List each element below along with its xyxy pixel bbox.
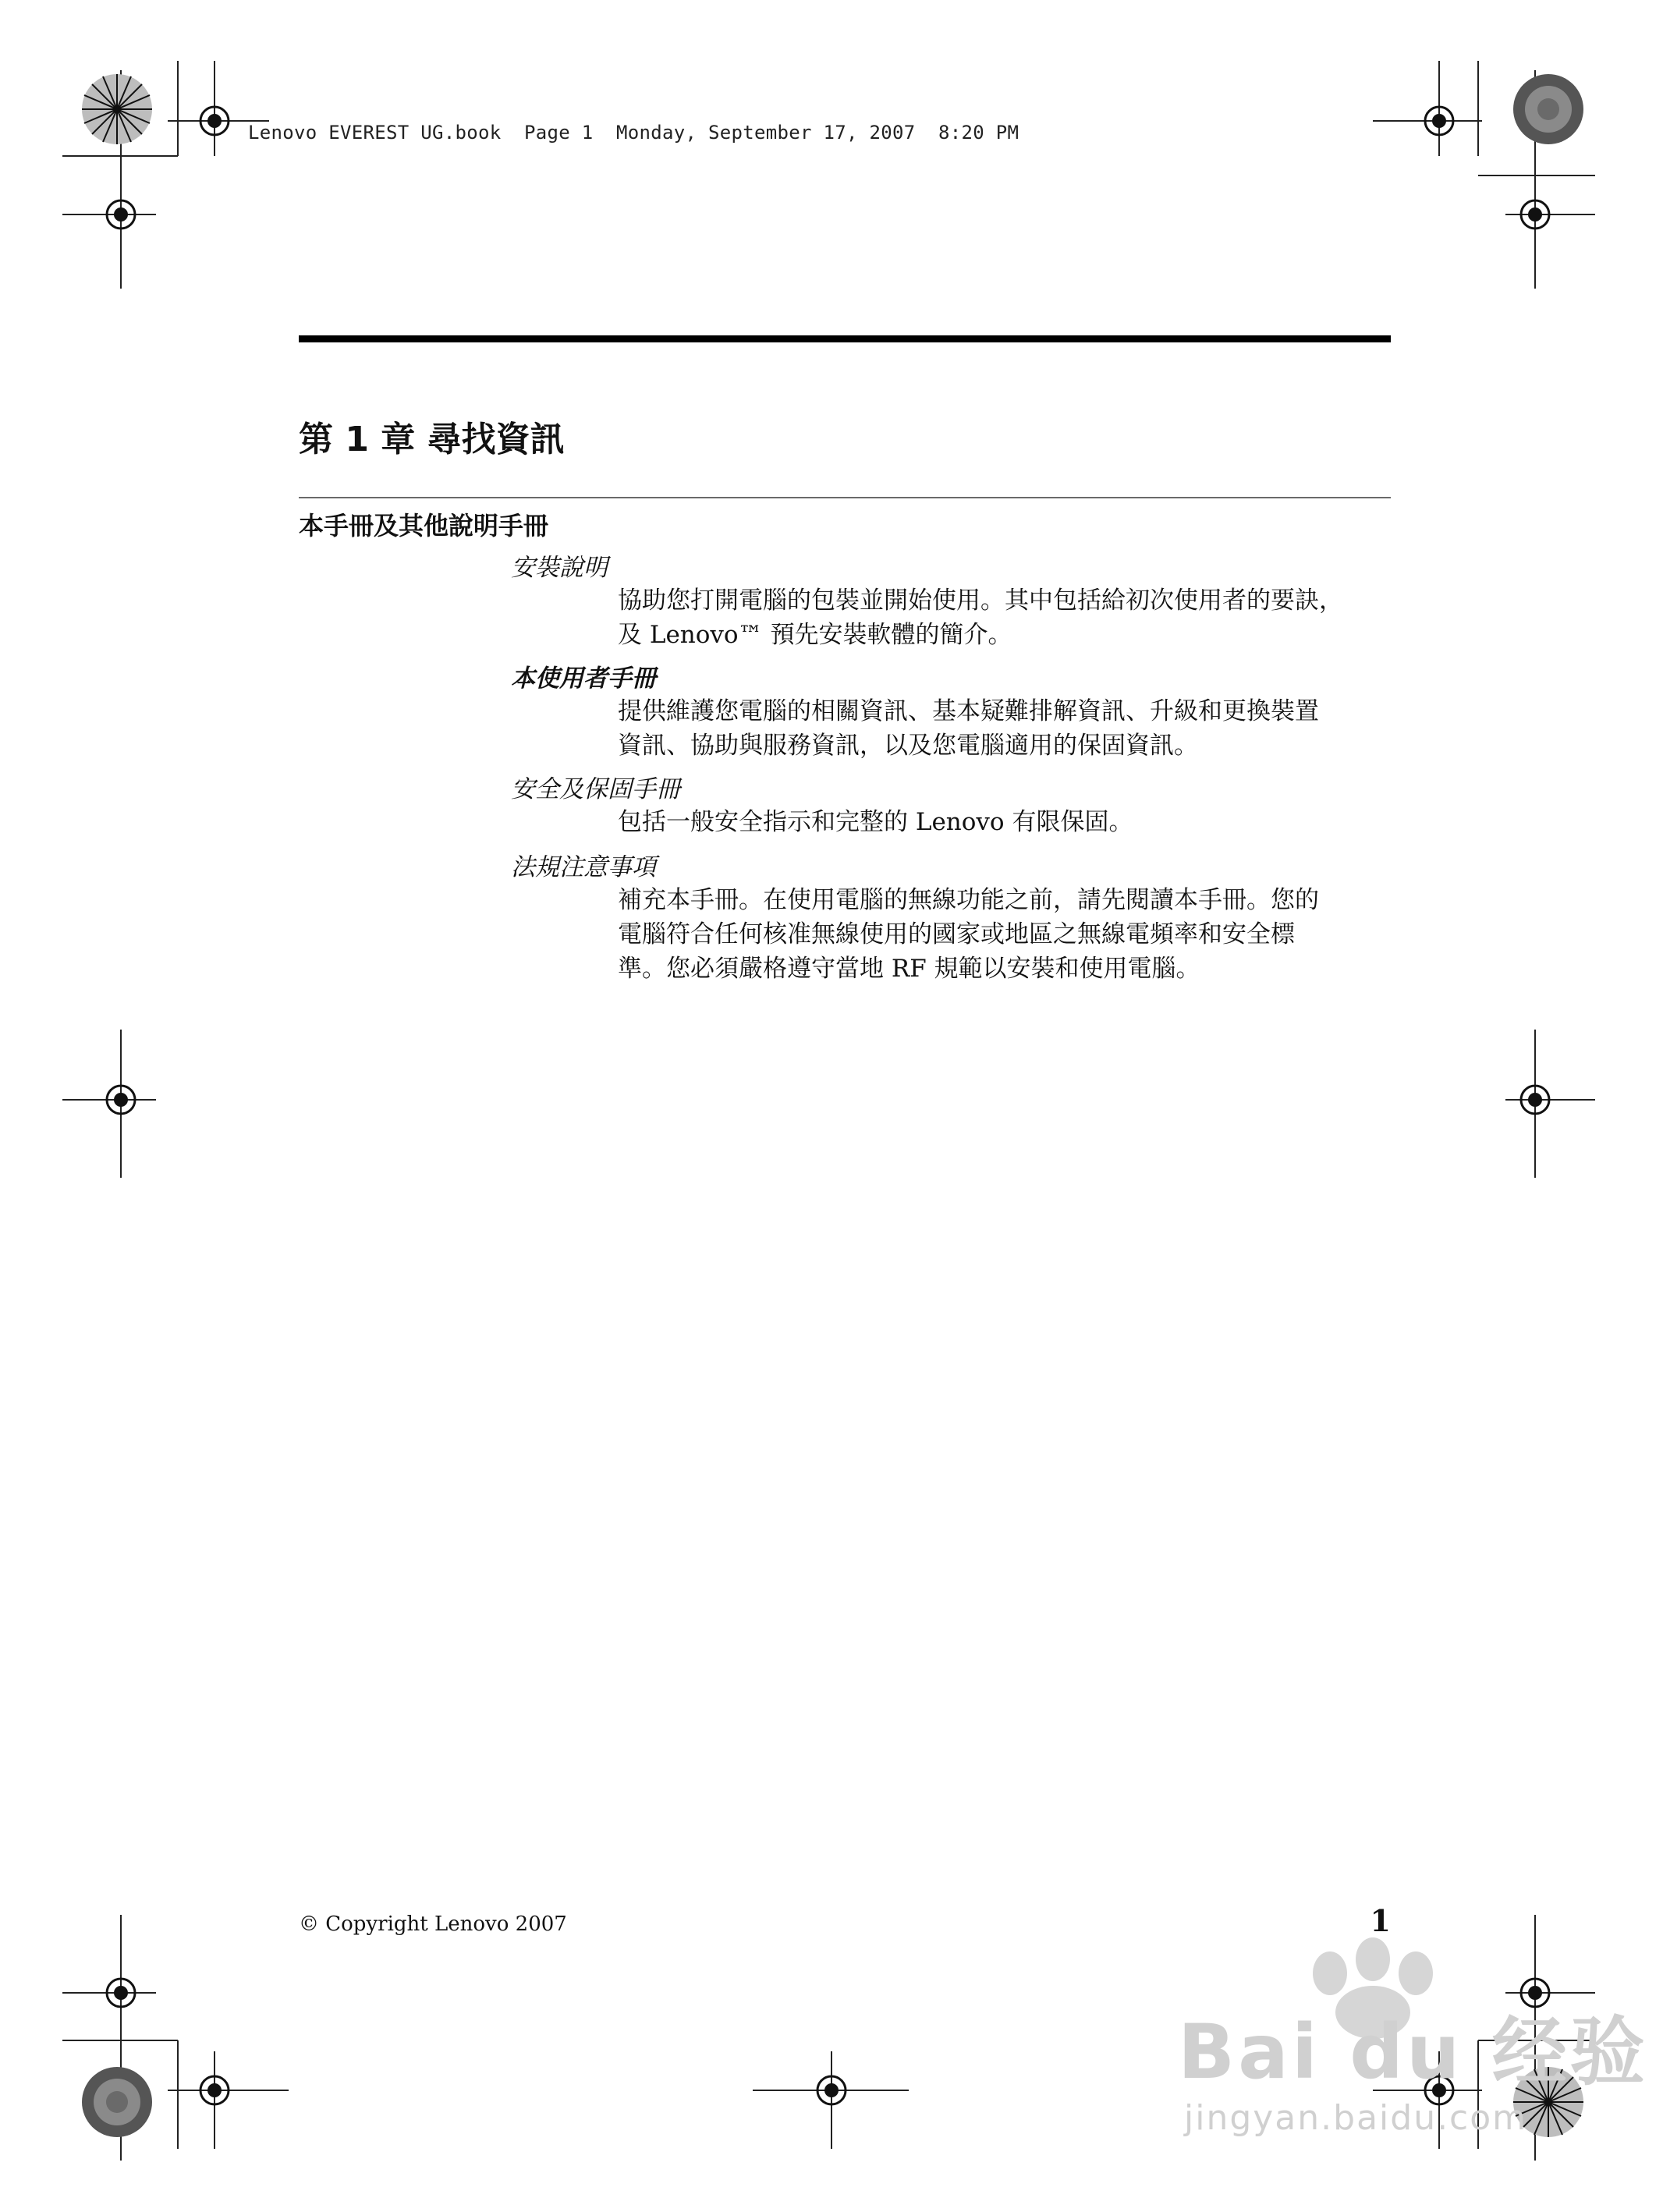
entry-description-line: 補充本手冊。在使用電腦的無線功能之前，請先閱讀本手冊。您的 [618,886,1319,914]
copyright-notice: © Copyright Lenovo 2007 [299,1912,567,1936]
baidu-watermark-logo: Bai du 经验 [1178,2008,1648,2096]
starburst-target-bottom-left [82,2067,152,2137]
entry-description-line: 資訊、協助與服務資訊，以及您電腦適用的保固資訊。 [618,732,1198,760]
entry-term: 法規注意事項 [511,853,656,881]
page-number: 1 [1370,1903,1391,1938]
chapter-title: 第 1 章 尋找資訊 [299,420,565,459]
entry-description-line: 協助您打開電腦的包裝並開始使用。其中包括給初次使用者的要訣， [618,587,1343,615]
baidu-watermark-url: jingyan.baidu.com [1184,2098,1528,2138]
entry-description-line: 提供維護您電腦的相關資訊、基本疑難排解資訊、升級和更換裝置 [618,697,1319,725]
entry-term: 安全及保固手冊 [511,775,680,803]
print-slug-line: Lenovo EVEREST UG.book Page 1 Monday, September 17, 2007 8:20 PM [248,122,1019,144]
entry-term: 安裝說明 [511,554,608,582]
entry-term: 本使用者手冊 [511,665,656,693]
entry-description-line: 準。您必須嚴格遵守當地 RF 規範以安裝和使用電腦。 [618,955,1200,983]
entry-description-line: 電腦符合任何核准無線使用的國家或地區之無線電頻率和安全標 [618,920,1295,948]
section-title: 本手冊及其他說明手冊 [299,511,549,541]
entry-description-line: 包括一般安全指示和完整的 Lenovo 有限保固。 [618,808,1133,836]
section-rule [299,497,1391,498]
crop-marks-middle [62,1030,1595,2149]
entry-description-line: 及 Lenovo™ 預先安裝軟體的簡介。 [618,621,1012,649]
starburst-target-top-left [82,74,152,144]
chapter-top-rule [299,335,1391,342]
starburst-target-top-right [1513,74,1583,144]
